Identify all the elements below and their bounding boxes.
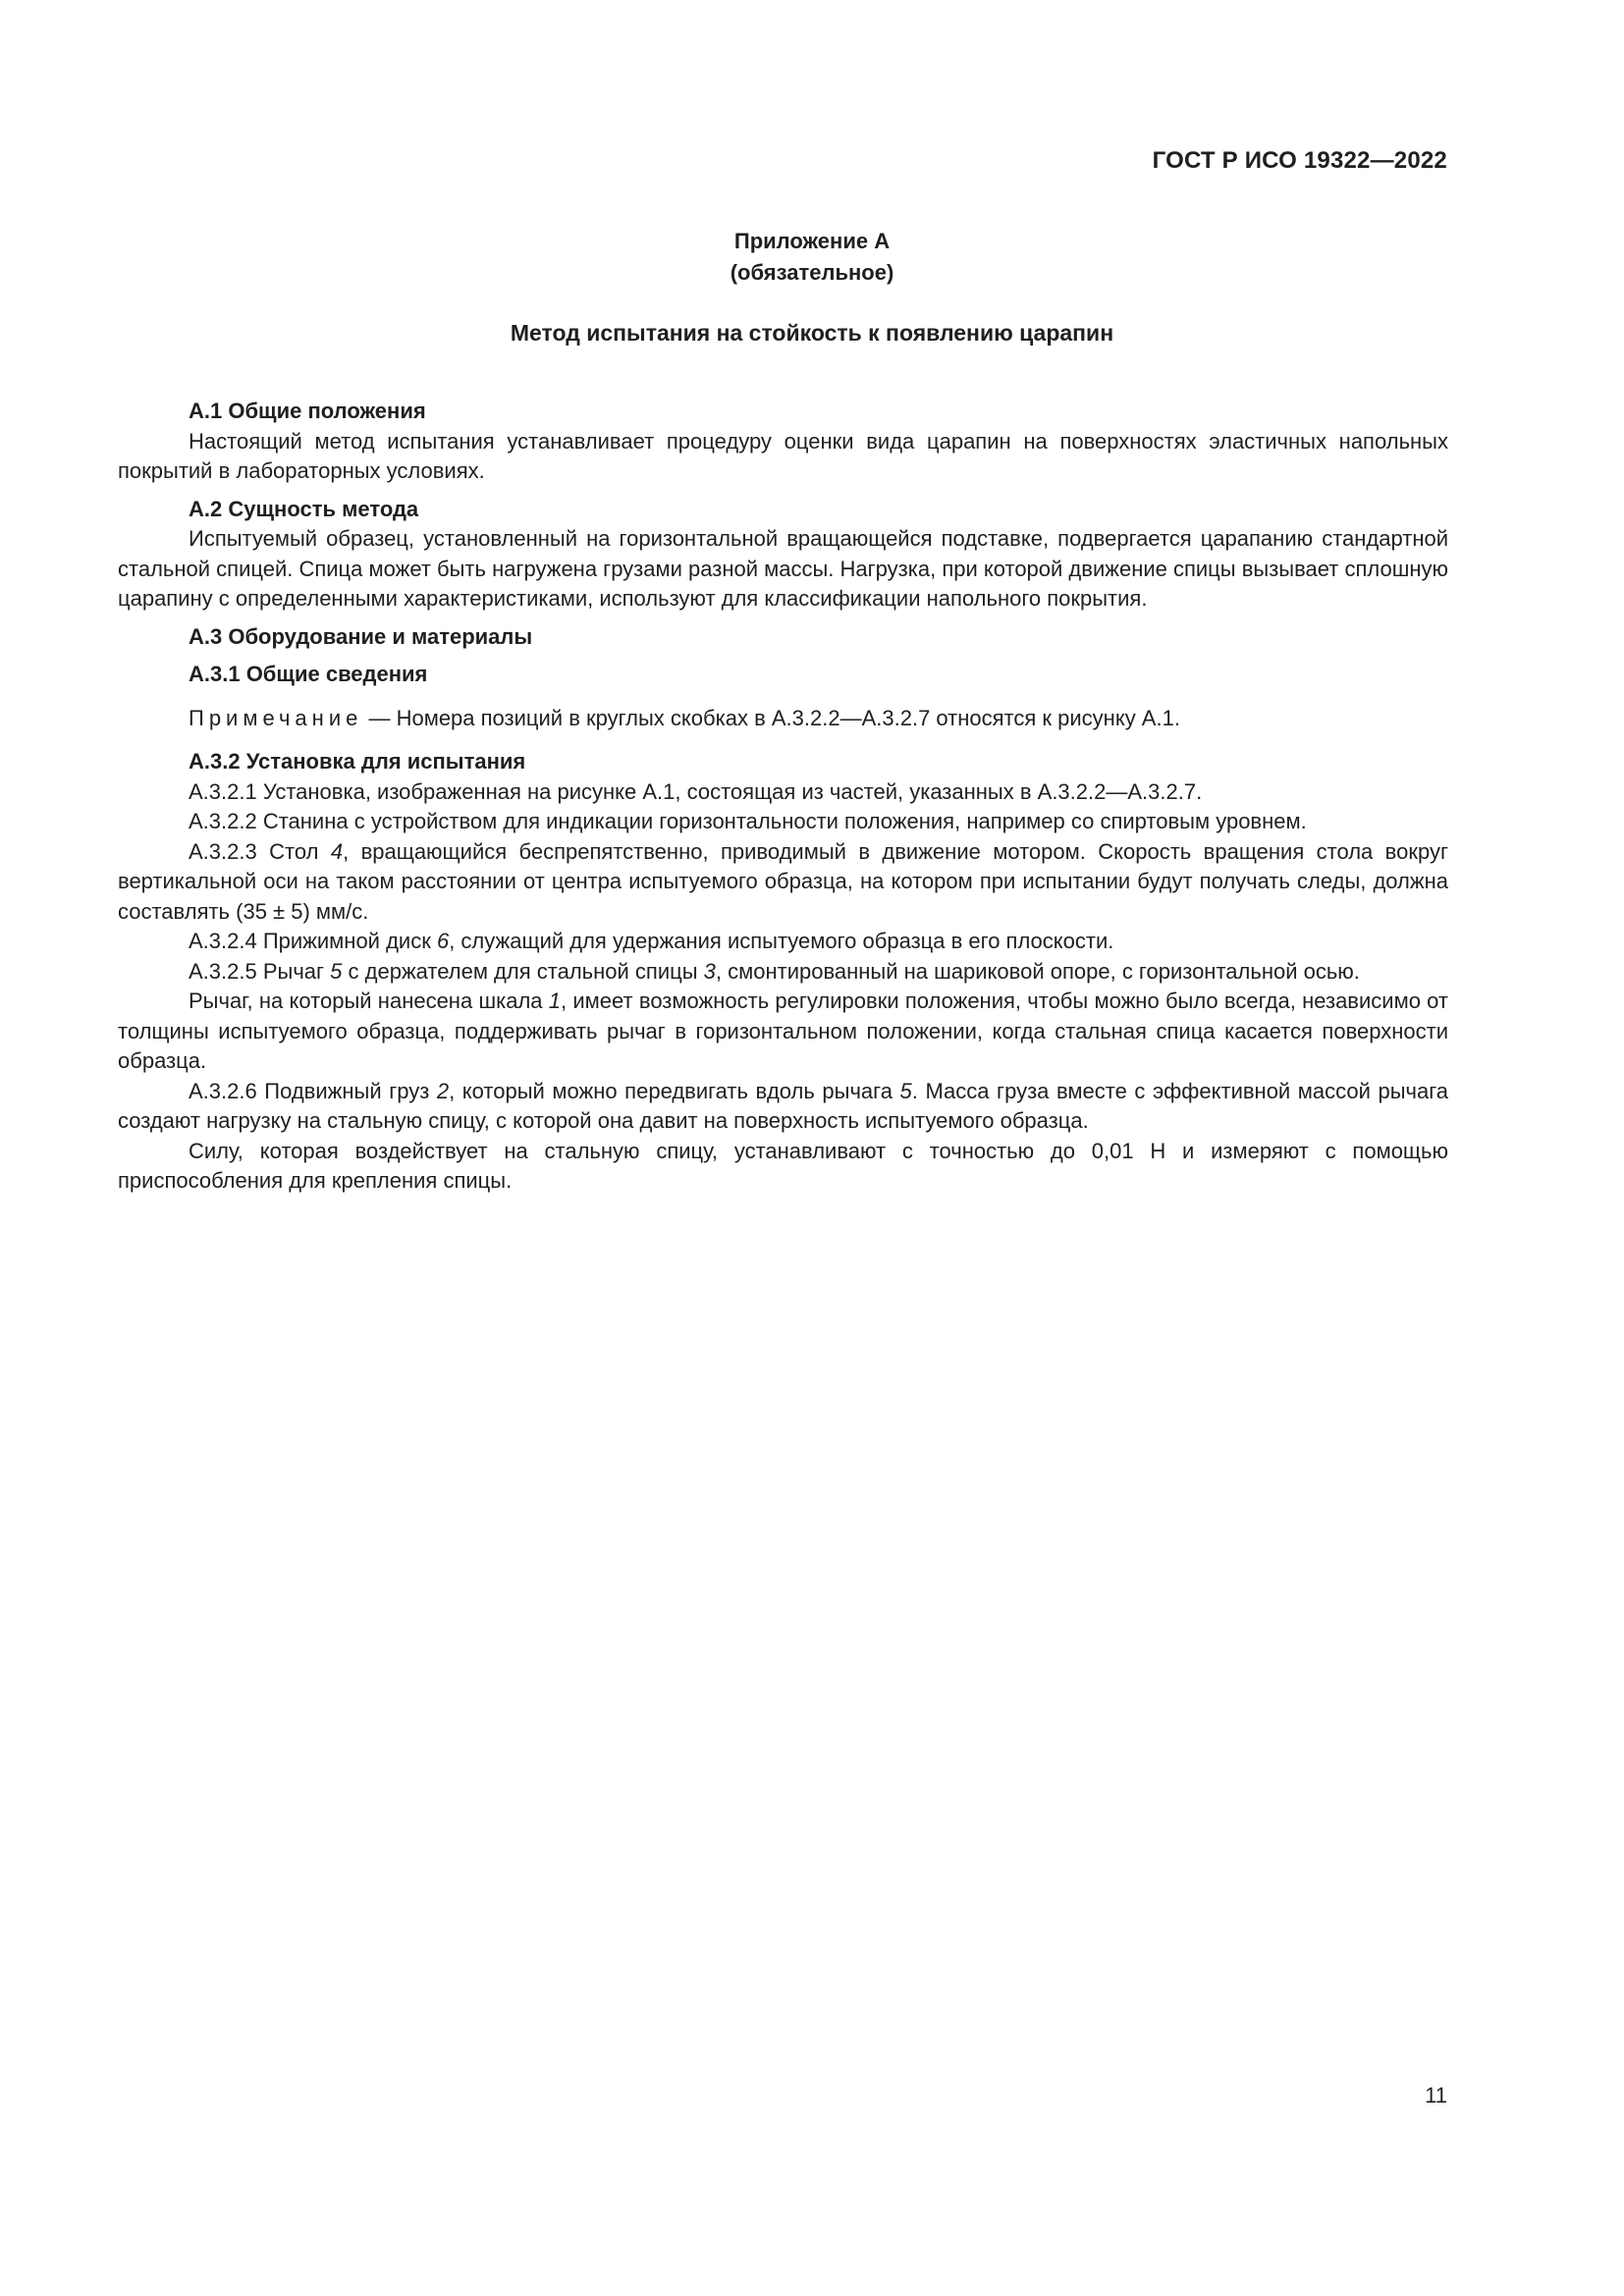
text-run: , имеет возможность регулировки положения, чтобы можно было всегда, независимо от толщины испытуемого образца, поддерживать рычаг в горизонтальном положении, когда стальная спица касается поверхности образца. — [118, 988, 1449, 1073]
text-run: Настоящий метод испытания устанавливает процедуру оценки вида царапин на поверхностях эластичных напольных покрытий в лабораторных условиях. — [118, 428, 1448, 483]
text-run: А.3.2.6 Подвижный груз — [189, 1078, 437, 1103]
spacer — [118, 733, 1448, 747]
text-run: . Масса груза вместе с эффективной массой рычага создают нагрузку на стальную спицу, с которой она давит на поверхность испытуемого образца. — [118, 1078, 1449, 1133]
paragraph — [118, 1077, 1448, 1137]
spacer — [118, 652, 1448, 660]
page-number: 11 — [1425, 2083, 1447, 2108]
paragraph — [118, 927, 1448, 957]
standard-code: ГОСТ Р ИСО 19322—2022 — [1152, 147, 1447, 174]
paragraph — [118, 777, 1448, 808]
paragraph — [118, 524, 1448, 614]
text-run: с держателем для стальной спицы — [342, 958, 704, 984]
paragraph — [118, 957, 1448, 988]
text-run: , который можно передвигать вдоль рычага — [449, 1078, 900, 1103]
paragraph — [118, 987, 1448, 1077]
annex-status: (обязательное) — [730, 260, 894, 285]
item-number: 1 — [548, 988, 562, 1013]
paragraph — [118, 427, 1448, 487]
text-run: А.3.2.3 Стол — [189, 838, 331, 864]
text-run: А.3.2.2 Станина с устройством для индикации горизонтальности положения, например со спиртовым уровнем. — [189, 809, 1307, 833]
item-number: 6 — [436, 929, 450, 953]
section-heading: А.3.2 Установка для испытания — [189, 749, 526, 774]
paragraph — [118, 837, 1448, 928]
note-label: Примечание — [189, 705, 363, 730]
section-heading: А.2 Сущность метода — [189, 496, 419, 521]
text-run: , служащий для удержания испытуемого образца в его плоскости. — [449, 929, 1114, 953]
annex-label: Приложение А — [733, 229, 891, 253]
spacer — [118, 614, 1448, 622]
item-number: 2 — [436, 1078, 450, 1103]
section-heading: А.3 Оборудование и материалы — [189, 623, 533, 649]
item-number: 5 — [899, 1078, 912, 1103]
text-run: Испытуемый образец, установленный на горизонтальной вращающейся подставке, подвергается царапанию стандартной стальной спицей. Спица может быть нагружена грузами разной массы. Нагрузка, при которой движение спицы вызывает сплошную царапину с определенными характеристиками, используют для классификации напольного покрытия. — [118, 526, 1449, 611]
section-heading: А.3.1 Общие сведения — [189, 662, 428, 686]
item-number: 5 — [330, 958, 343, 984]
text-run: , смонтированный на шариковой опоре, с горизонтальной осью. — [715, 958, 1360, 984]
text-run: Силу, которая воздействует на стальную спицу, устанавливают с точностью до 0,01 Н и измеряют с помощью приспособления для крепления спицы. — [118, 1138, 1448, 1193]
text-run: Рычаг, на который нанесена шкала — [189, 988, 549, 1013]
item-number: 3 — [703, 958, 716, 984]
text-run: А.3.2.5 Рычаг — [189, 958, 331, 984]
text-run: А.3.2.1 Установка, изображенная на рисунке А.1, состоящая из частей, указанных в А.3.2.2—А.3.2.7. — [189, 778, 1203, 804]
text-run: А.3.2.4 Прижимной диск — [189, 929, 437, 953]
spacer — [118, 690, 1448, 704]
section-heading: А.1 Общие положения — [189, 399, 426, 423]
document-body — [118, 397, 1448, 1197]
text-run: , вращающийся беспрепятственно, приводимый в движение мотором. Скорость вращения стола вокруг вертикальной оси на таком расстоянии от центра испытуемого образца, на котором при испытании будут получать следы, должна составлять (35 ± 5) мм/с. — [118, 838, 1448, 924]
annex-title: Метод испытания на стойкость к появлению царапин — [510, 320, 1114, 346]
item-number: 4 — [330, 838, 344, 864]
annex-heading — [0, 226, 1624, 289]
paragraph — [118, 807, 1448, 837]
paragraph — [118, 1137, 1448, 1197]
note — [118, 704, 1448, 734]
spacer — [118, 487, 1448, 495]
note-text: — Номера позиций в круглых скобках в А.3.2.2—А.3.2.7 относятся к рисунку А.1. — [362, 705, 1180, 730]
